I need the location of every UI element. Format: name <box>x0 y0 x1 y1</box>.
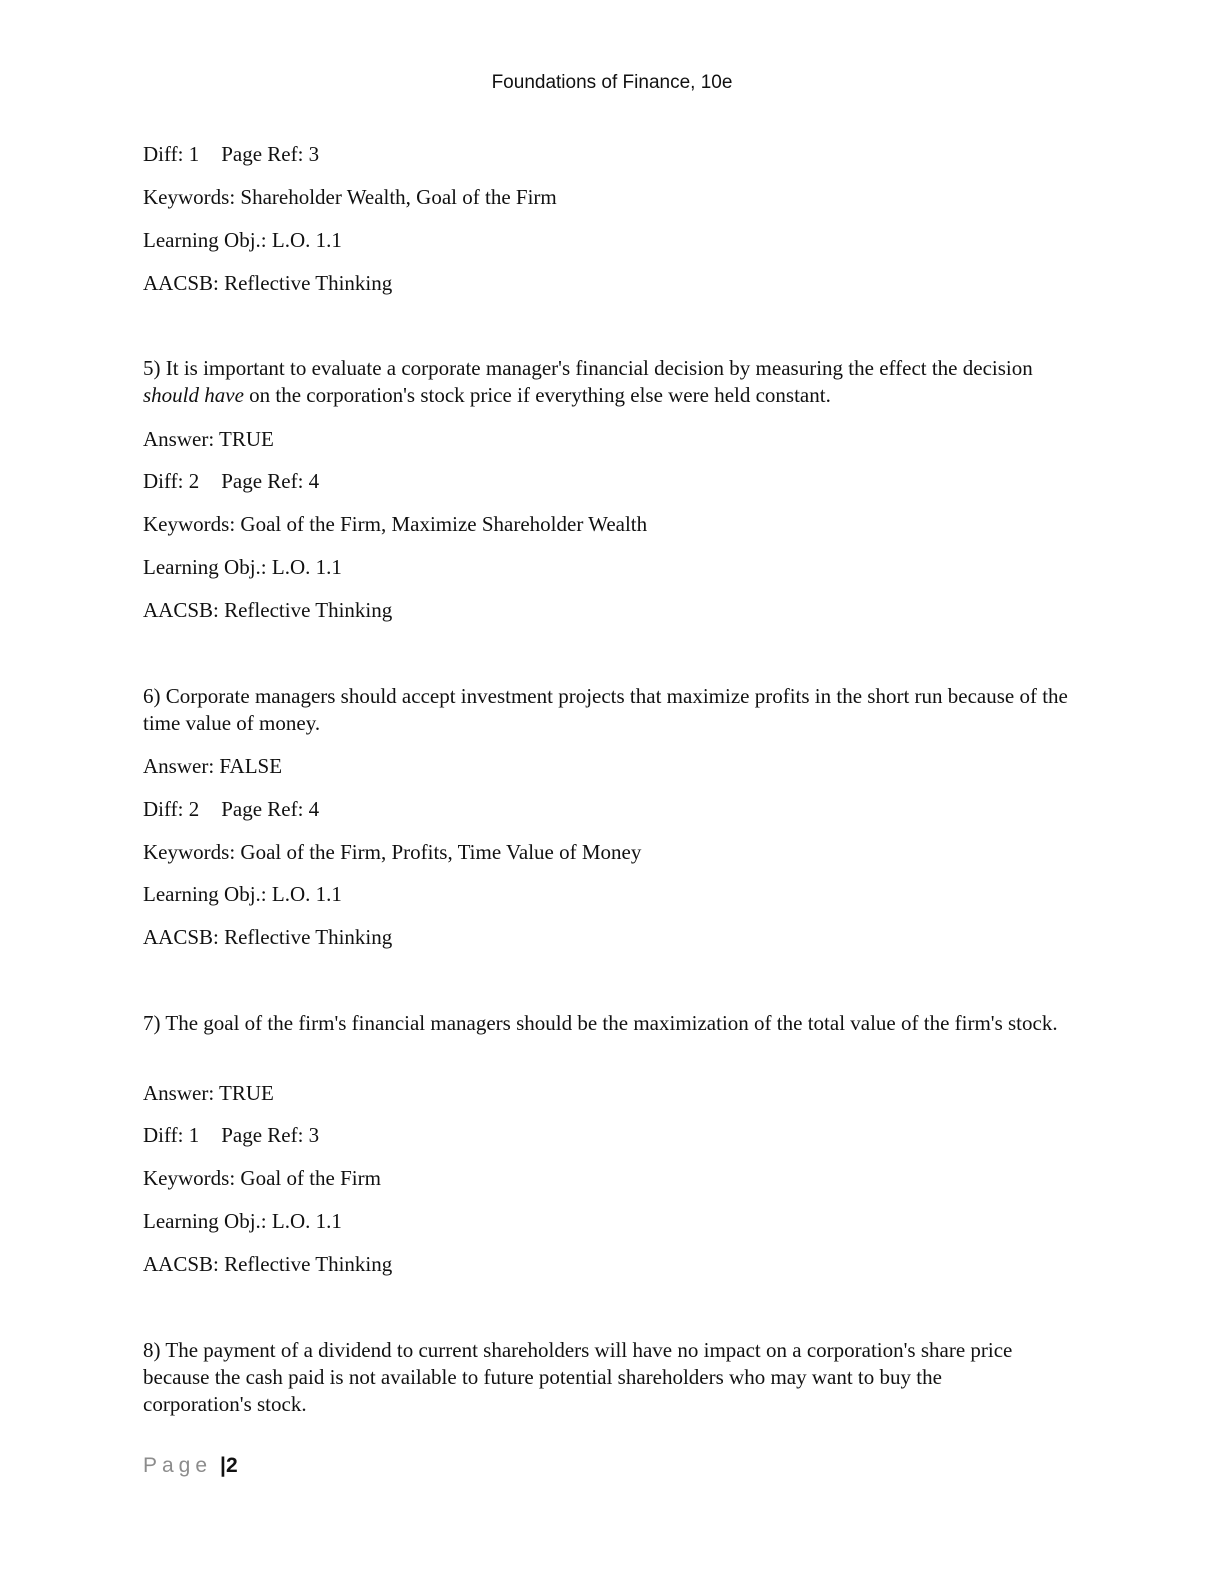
q4-aacsb: AACSB: Reflective Thinking <box>143 271 393 295</box>
page-number: 2 <box>225 1454 238 1477</box>
q8-question: 8) The payment of a dividend to current shareholders will have no impact on a corporation's share price because the cash paid is not available to future potential shareholders who may want to buy the corporation's stock. <box>143 1338 1013 1416</box>
page-ref-text: Page Ref: 3 <box>221 142 320 166</box>
page-header: Foundations of Finance, 10e <box>491 72 733 93</box>
q5-aacsb: AACSB: Reflective Thinking <box>143 598 393 622</box>
diff-text: Diff: 2 <box>143 797 200 821</box>
q5-question <box>143 355 1078 409</box>
q6-diff-line <box>143 796 319 823</box>
diff-text: Diff: 1 <box>143 142 200 166</box>
q7-answer: Answer: TRUE <box>143 1081 274 1105</box>
q7-aacsb: AACSB: Reflective Thinking <box>143 1252 393 1276</box>
q5-diff-line <box>143 468 319 495</box>
page-ref-text: Page Ref: 4 <box>221 469 320 493</box>
q6-learning-obj: Learning Obj.: L.O. 1.1 <box>143 882 342 906</box>
q6-keywords: Keywords: Goal of the Firm, Profits, Time Value of Money <box>143 840 642 864</box>
q5-answer: Answer: TRUE <box>143 427 274 451</box>
q5-text-end: on the corporation's stock price if everything else were held constant. <box>243 383 831 407</box>
q7-keywords: Keywords: Goal of the Firm <box>143 1166 381 1190</box>
diff-text: Diff: 1 <box>143 1123 200 1147</box>
q5-text-start: 5) It is important to evaluate a corporate manager's financial decision by measuring the effect the decision <box>143 356 1033 380</box>
page-separator: | <box>220 1454 226 1477</box>
q4-diff-line <box>143 141 319 168</box>
page-label: Page <box>143 1454 213 1477</box>
q6-aacsb: AACSB: Reflective Thinking <box>143 925 393 949</box>
page-ref-text: Page Ref: 3 <box>221 1123 320 1147</box>
q7-diff-line <box>143 1122 319 1149</box>
q6-question: 6) Corporate managers should accept investment projects that maximize profits in the short run because of the time value of money. <box>143 684 1068 735</box>
q5-keywords: Keywords: Goal of the Firm, Maximize Shareholder Wealth <box>143 512 648 536</box>
page-footer <box>143 1454 238 1478</box>
q7-question: 7) The goal of the firm's financial managers should be the maximization of the total value of the firm's stock. <box>143 1011 1058 1035</box>
q4-keywords: Keywords: Shareholder Wealth, Goal of the Firm <box>143 185 557 209</box>
page-ref-text: Page Ref: 4 <box>221 797 320 821</box>
q4-learning-obj: Learning Obj.: L.O. 1.1 <box>143 228 342 252</box>
q6-answer: Answer: FALSE <box>143 754 283 778</box>
q5-text-italic: should have <box>143 383 244 407</box>
q7-learning-obj: Learning Obj.: L.O. 1.1 <box>143 1209 342 1233</box>
diff-text: Diff: 2 <box>143 469 200 493</box>
q5-learning-obj: Learning Obj.: L.O. 1.1 <box>143 555 342 579</box>
